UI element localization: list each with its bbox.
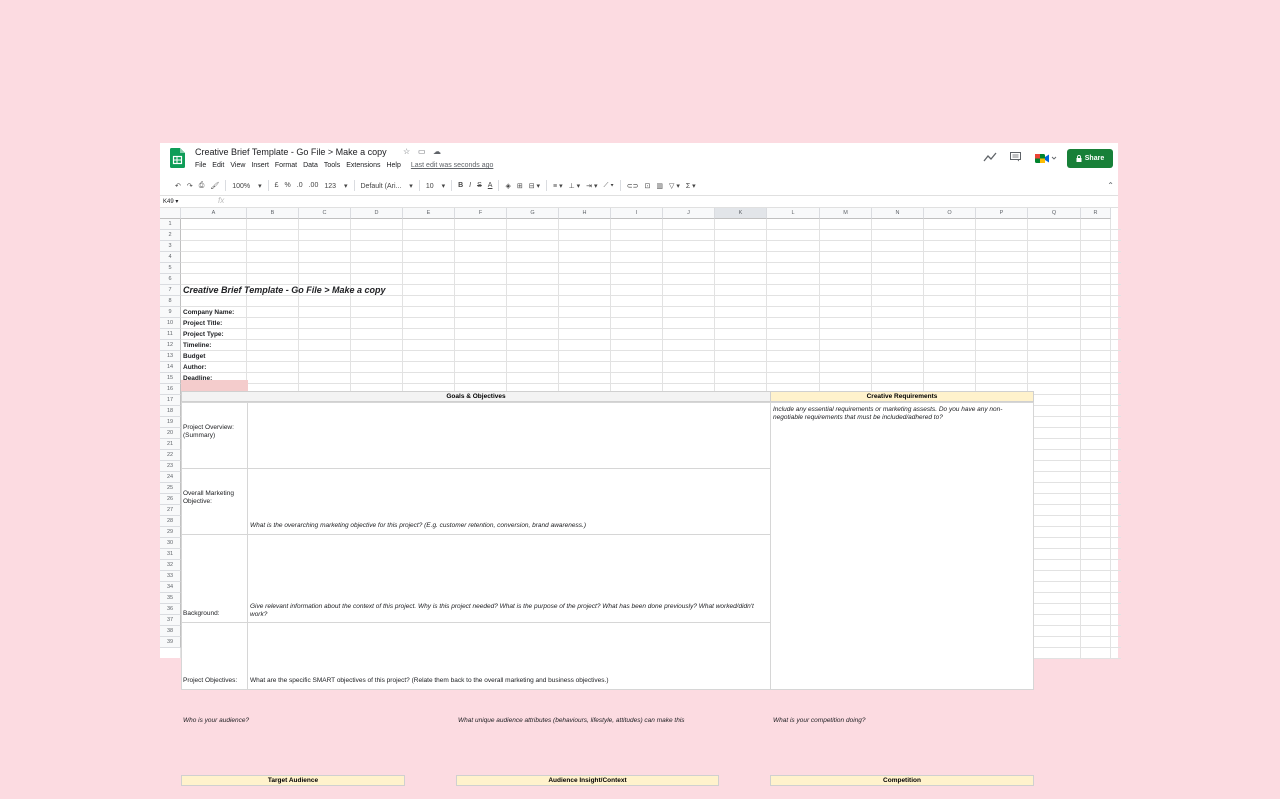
- row-header-5[interactable]: 5: [160, 263, 181, 274]
- insert-chart-icon[interactable]: ▥: [656, 182, 663, 190]
- row-header-31[interactable]: 31: [160, 549, 181, 560]
- decrease-decimal-button[interactable]: .0: [296, 182, 303, 189]
- column-header-c[interactable]: C: [299, 208, 351, 219]
- grid-hline: [181, 339, 1121, 340]
- lock-icon: [1076, 155, 1082, 162]
- star-icon[interactable]: ☆: [403, 147, 411, 156]
- row-header-32[interactable]: 32: [160, 560, 181, 571]
- text-color-icon[interactable]: A: [487, 182, 493, 189]
- more-formats-select[interactable]: 123 ▾: [324, 182, 348, 190]
- audience-insight-header[interactable]: Audience Insight/Context: [456, 775, 719, 786]
- column-header-b[interactable]: B: [247, 208, 299, 219]
- row-header-20[interactable]: 20: [160, 428, 181, 439]
- row-header-4[interactable]: 4: [160, 252, 181, 263]
- row-header-27[interactable]: 27: [160, 505, 181, 516]
- sheet-grid[interactable]: [160, 208, 1118, 784]
- row-header-16[interactable]: 16: [160, 384, 181, 395]
- borders-icon[interactable]: ⊞: [516, 182, 523, 190]
- meet-icon[interactable]: [1034, 152, 1056, 165]
- spreadsheet-window: [160, 143, 1118, 784]
- grid-hline: [181, 273, 1121, 274]
- column-header-f[interactable]: F: [455, 208, 507, 219]
- goals-objectives-header[interactable]: Goals & Objectives: [181, 391, 771, 402]
- row-header-11[interactable]: 11: [160, 329, 181, 340]
- filter-icon[interactable]: ▽ ▾: [668, 182, 680, 190]
- row-header-7[interactable]: 7: [160, 285, 181, 296]
- row-header-15[interactable]: 15: [160, 373, 181, 384]
- row-header-19[interactable]: 19: [160, 417, 181, 428]
- creative-requirements-text: Include any essential requirements or marketing assests. Do you have any non-negotiable requirements that must be included/adhered to?: [773, 406, 1003, 421]
- bold-icon[interactable]: B: [458, 182, 464, 189]
- italic-icon[interactable]: I: [469, 182, 472, 189]
- project-title-label: Project Title:: [183, 320, 223, 327]
- row-header-14[interactable]: 14: [160, 362, 181, 373]
- timeline-label: Timeline:: [183, 342, 212, 349]
- row-header-8[interactable]: 8: [160, 296, 181, 307]
- grid-hline: [181, 306, 1121, 307]
- share-button[interactable]: [1067, 149, 1113, 168]
- row-header-1[interactable]: 1: [160, 219, 181, 230]
- select-all-corner[interactable]: [160, 208, 181, 219]
- comments-icon[interactable]: [1010, 152, 1021, 165]
- row-header-30[interactable]: 30: [160, 538, 181, 549]
- overview-input-cell[interactable]: [247, 402, 771, 469]
- row-header-2[interactable]: 2: [160, 230, 181, 241]
- formula-bar: [160, 196, 1118, 208]
- row-header-35[interactable]: 35: [160, 593, 181, 604]
- project-objectives-label: Project Objectives:: [183, 677, 238, 684]
- print-icon[interactable]: ⎙: [198, 181, 205, 189]
- grid-hline: [181, 361, 1121, 362]
- marketing-objective-text: What is the overarching marketing objective for this project? (E.g. customer retention, conversion, brand awareness.): [250, 522, 586, 529]
- vertical-align-icon[interactable]: ⊥ ▾: [568, 182, 581, 190]
- author-label: Author:: [183, 364, 207, 371]
- menu-view[interactable]: View: [230, 162, 246, 169]
- text-wrap-icon[interactable]: ⇥ ▾: [586, 182, 598, 190]
- grid-hline: [181, 383, 1121, 384]
- row-header-21[interactable]: 21: [160, 439, 181, 450]
- competition-text: What is your competition doing?: [773, 717, 866, 724]
- grid-hline: [181, 317, 1121, 318]
- collapse-toolbar-icon[interactable]: ⌃: [1107, 181, 1114, 190]
- functions-icon[interactable]: Σ ▾: [685, 182, 696, 190]
- row-header-24[interactable]: 24: [160, 472, 181, 483]
- row-header-33[interactable]: 33: [160, 571, 181, 582]
- menu-format[interactable]: Format: [274, 162, 298, 169]
- row-header-17[interactable]: 17: [160, 395, 181, 406]
- row-header-22[interactable]: 22: [160, 450, 181, 461]
- column-header-j[interactable]: J: [663, 208, 715, 219]
- title-bar: [160, 143, 1118, 176]
- menu-insert[interactable]: Insert: [251, 162, 269, 169]
- column-header-n[interactable]: N: [872, 208, 924, 219]
- row-header-10[interactable]: 10: [160, 318, 181, 329]
- column-header-a[interactable]: A: [181, 208, 247, 219]
- column-header-h[interactable]: H: [559, 208, 611, 219]
- column-header-p[interactable]: P: [976, 208, 1028, 219]
- row-header-3[interactable]: 3: [160, 241, 181, 252]
- grid-hline: [181, 240, 1121, 241]
- move-folder-icon[interactable]: ▭: [418, 147, 426, 156]
- row-header-25[interactable]: 25: [160, 483, 181, 494]
- share-label: Share: [1084, 155, 1105, 162]
- background-text: Give relevant information about the context of this project. Why is this project needed? What is the purpose of the project? What has been done previously? What worked/didn't work?: [250, 603, 754, 618]
- insert-link-icon[interactable]: ⊂⊃: [626, 182, 639, 190]
- horizontal-align-icon[interactable]: ≡ ▾: [553, 182, 563, 190]
- text-rotation-icon[interactable]: ⟋ ▾: [603, 181, 614, 189]
- menu-edit[interactable]: Edit: [212, 162, 225, 169]
- row-header-38[interactable]: 38: [160, 626, 181, 637]
- column-header-m[interactable]: M: [820, 208, 872, 219]
- column-header-o[interactable]: O: [924, 208, 976, 219]
- paint-format-icon[interactable]: 🖌︎: [210, 182, 220, 190]
- sheets-logo-icon[interactable]: [170, 148, 185, 168]
- creative-requirements-header[interactable]: Creative Requirements: [770, 391, 1034, 402]
- insight-text: What unique audience attributes (behaviours, lifestyle, attitudes) can make this: [458, 717, 685, 724]
- merge-cells-icon[interactable]: ⊟ ▾: [528, 182, 541, 190]
- row-header-36[interactable]: 36: [160, 604, 181, 615]
- undo-icon[interactable]: ↶: [175, 182, 181, 190]
- row-header-13[interactable]: 13: [160, 351, 181, 362]
- percent-format-button[interactable]: %: [284, 182, 291, 189]
- column-header-i[interactable]: I: [611, 208, 663, 219]
- grid-hline: [181, 229, 1121, 230]
- redo-icon[interactable]: ↷: [186, 182, 193, 190]
- toolbar: [160, 176, 1118, 196]
- font-size-select[interactable]: 10 ▾: [425, 182, 446, 190]
- row-header-12[interactable]: 12: [160, 340, 181, 351]
- column-header-r[interactable]: R: [1081, 208, 1111, 219]
- row-header-6[interactable]: 6: [160, 274, 181, 285]
- column-header-g[interactable]: G: [507, 208, 559, 219]
- grid-hline: [181, 350, 1121, 351]
- increase-decimal-button[interactable]: .00: [308, 182, 319, 189]
- grid-hline: [181, 262, 1121, 263]
- row-header-18[interactable]: 18: [160, 406, 181, 417]
- last-edit-link[interactable]: Last edit was seconds ago: [410, 162, 494, 169]
- menu-tools[interactable]: Tools: [323, 162, 341, 169]
- sheet-heading: Creative Brief Template - Go File > Make a copy: [183, 285, 386, 295]
- row-header-39[interactable]: 39: [160, 637, 181, 648]
- column-header-d[interactable]: D: [351, 208, 403, 219]
- column-header-k[interactable]: K: [715, 208, 767, 219]
- target-audience-header[interactable]: Target Audience: [181, 775, 405, 786]
- font-family-select[interactable]: Default (Ari... ▾: [360, 182, 413, 190]
- column-header-e[interactable]: E: [403, 208, 455, 219]
- fill-color-icon[interactable]: ◈: [505, 182, 511, 190]
- project-type-label: Project Type:: [183, 331, 224, 338]
- grid-hline: [181, 328, 1121, 329]
- zoom-select[interactable]: 100% ▾: [232, 182, 262, 190]
- marketing-objective-label: Overall Marketing Objective:: [183, 490, 234, 505]
- background-label: Background:: [183, 610, 220, 617]
- grid-hline: [181, 251, 1121, 252]
- document-title[interactable]: Creative Brief Template - Go File > Make a copy: [195, 147, 387, 157]
- name-box[interactable]: K49 ▾: [163, 199, 179, 205]
- row-header-26[interactable]: 26: [160, 494, 181, 505]
- activity-trend-icon[interactable]: [984, 152, 996, 165]
- row-header-28[interactable]: 28: [160, 516, 181, 527]
- row-header-34[interactable]: 34: [160, 582, 181, 593]
- column-header-q[interactable]: Q: [1028, 208, 1081, 219]
- company-name-label: Company Name:: [183, 309, 235, 316]
- strikethrough-icon[interactable]: S: [477, 182, 482, 189]
- project-objectives-text: What are the specific SMART objectives of this project? (Relate them back to the overall marketing and business objectives.): [250, 677, 609, 684]
- deadline-label: Deadline:: [183, 375, 213, 382]
- menu-extensions[interactable]: Extensions: [346, 162, 381, 169]
- fx-icon: fx: [218, 196, 225, 205]
- grid-hline: [181, 295, 1121, 296]
- audience-text: Who is your audience?: [183, 717, 250, 724]
- creative-requirements-cell[interactable]: [770, 402, 1034, 690]
- budget-label: Budget: [183, 353, 206, 360]
- currency-format-button[interactable]: £: [274, 182, 279, 189]
- grid-hline: [181, 372, 1121, 373]
- row-header-37[interactable]: 37: [160, 615, 181, 626]
- menu-data[interactable]: Data: [303, 162, 318, 169]
- row-header-9[interactable]: 9: [160, 307, 181, 318]
- row-header-23[interactable]: 23: [160, 461, 181, 472]
- insert-comment-icon[interactable]: ⊡: [644, 182, 651, 190]
- cloud-status-icon[interactable]: ☁: [433, 147, 441, 156]
- menu-file[interactable]: File: [195, 162, 207, 169]
- row-header-29[interactable]: 29: [160, 527, 181, 538]
- project-overview-label: Project Overview: (Summary): [183, 424, 234, 439]
- competition-header[interactable]: Competition: [770, 775, 1034, 786]
- menu-bar: [195, 162, 499, 169]
- column-header-l[interactable]: L: [767, 208, 820, 219]
- menu-help[interactable]: Help: [386, 162, 401, 169]
